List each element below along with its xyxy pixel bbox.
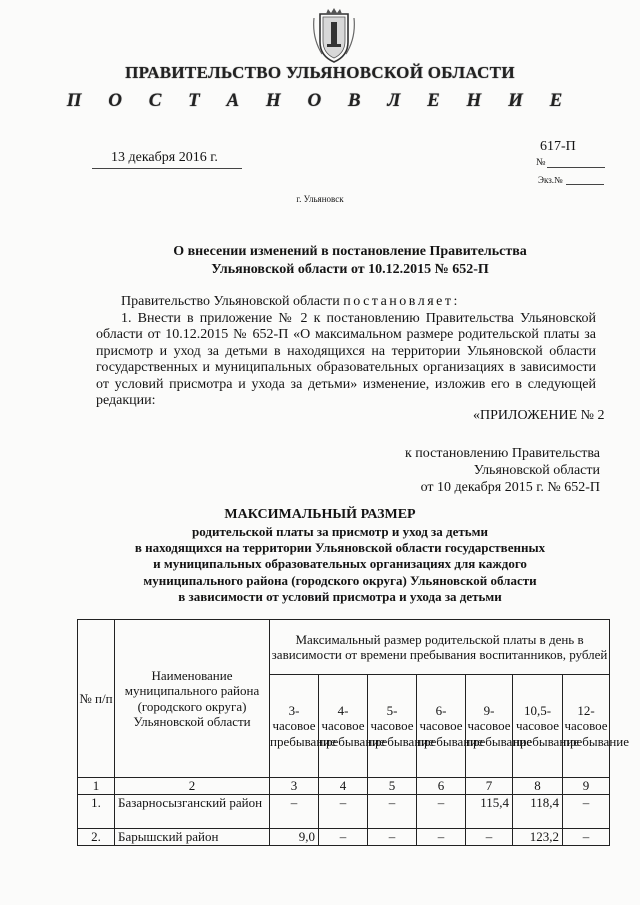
table-row (78, 829, 610, 846)
subheader-12h: 12-часовое пребывание (563, 675, 610, 778)
index-cell: 7 (466, 778, 513, 795)
copy-number-label: Экз.№ (538, 175, 563, 185)
header-num: № п/п (78, 620, 115, 778)
appendix-line-2: Ульяновской области (473, 463, 600, 478)
number-label: № (536, 157, 546, 168)
intro-text: Правительство Ульяновской области (121, 294, 344, 309)
table-subtitle-line-2: в находящихся на территории Ульяновской области государственных (134, 540, 546, 556)
table-subtitle-line-1: родительской платы за присмотр и уход за детьми (192, 524, 488, 539)
table-subtitle (80, 524, 600, 605)
subheader-3h: 3-часовое пребывание (270, 675, 319, 778)
document-number: 617-П (540, 139, 576, 154)
row-value: 118,4 (513, 795, 563, 829)
fees-table (77, 619, 629, 846)
document-subject (140, 243, 560, 279)
intro-paragraph (96, 294, 596, 310)
row-num: 2. (78, 829, 115, 846)
subheader-4h: 4-часовое пребывание (319, 675, 368, 778)
table-subtitle-line-5: в зависимости от условий присмотра и ухода за детьми (178, 588, 502, 604)
row-num: 1. (78, 795, 115, 829)
row-value: 123,2 (513, 829, 563, 846)
row-value: – (368, 795, 417, 829)
appendix-line-1: к постановлению Правительства (404, 446, 600, 461)
table-row (78, 795, 610, 829)
table-subtitle-line-4: муниципального района (городского округа) Ульяновской области (143, 572, 537, 588)
paragraph-1: 1. Внести в приложение № 2 к постановлению Правительства Ульяновской области от 10.12.2015 № 652-П «О максимальном размере родительской платы за присмотр и уход за детьми в находящихся на территории Ульяновской области государственных и муниципальных образовательных организациях в зависимости от условий присмотра и ухода за детьми» изменение, изложив его в следующей редакции: (96, 311, 596, 409)
appendix-title: «ПРИЛОЖЕНИЕ № 2 (473, 408, 605, 423)
header-max-fee: Максимальный размер родительской платы в день в зависимости от времени пребывания воспитанников, рублей (270, 620, 610, 675)
row-value: – (319, 795, 368, 829)
table-subtitle-line-3: и муниципальных образовательных организациях для каждого (153, 556, 527, 572)
appendix-reference (370, 445, 600, 496)
row-value: – (563, 829, 610, 846)
subject-line-1: О внесении изменений в постановление Правительства (173, 244, 527, 259)
organization-name: ПРАВИТЕЛЬСТВО УЛЬЯНОВСКОЙ ОБЛАСТИ (125, 63, 515, 82)
row-value: 9,0 (270, 829, 319, 846)
index-cell: 6 (417, 778, 466, 795)
subheader-9h: 9-часовое пребывание (466, 675, 513, 778)
header-municipality: Наименование муниципального района (городского округа) Ульяновской области (115, 620, 270, 778)
row-value: – (417, 795, 466, 829)
copy-number-underline (566, 184, 604, 185)
table-title: МАКСИМАЛЬНЫЙ РАЗМЕР (224, 507, 416, 522)
row-value: – (270, 795, 319, 829)
row-value: – (466, 829, 513, 846)
row-value: – (368, 829, 417, 846)
subheader-10-5h: 10,5-часовое пребывание (513, 675, 563, 778)
coat-of-arms-emblem (312, 8, 356, 64)
subject-line-2: Ульяновской области от 10.12.2015 № 652-П (211, 262, 489, 277)
document-date: 13 декабря 2016 г. (111, 150, 218, 165)
subheader-6h: 6-часовое пребывание (417, 675, 466, 778)
subheader-5h: 5-часовое пребывание (368, 675, 417, 778)
index-cell: 1 (78, 778, 115, 795)
row-value: 115,4 (466, 795, 513, 829)
index-cell: 4 (319, 778, 368, 795)
row-name: Барышский район (115, 829, 270, 846)
appendix-line-3: от 10 декабря 2015 г. № 652-П (420, 480, 600, 495)
row-value: – (417, 829, 466, 846)
city: г. Ульяновск (296, 194, 344, 204)
index-cell: 9 (563, 778, 610, 795)
document-type: П О С Т А Н О В Л Е Н И Е (66, 90, 574, 111)
row-name: Базарносызганский район (115, 795, 270, 829)
number-underline (547, 167, 605, 168)
index-cell: 3 (270, 778, 319, 795)
index-cell: 2 (115, 778, 270, 795)
index-cell: 8 (513, 778, 563, 795)
intro-verb: постановляет: (343, 294, 460, 309)
row-value: – (319, 829, 368, 846)
date-underline (92, 168, 242, 169)
index-cell: 5 (368, 778, 417, 795)
row-value: – (563, 795, 610, 829)
